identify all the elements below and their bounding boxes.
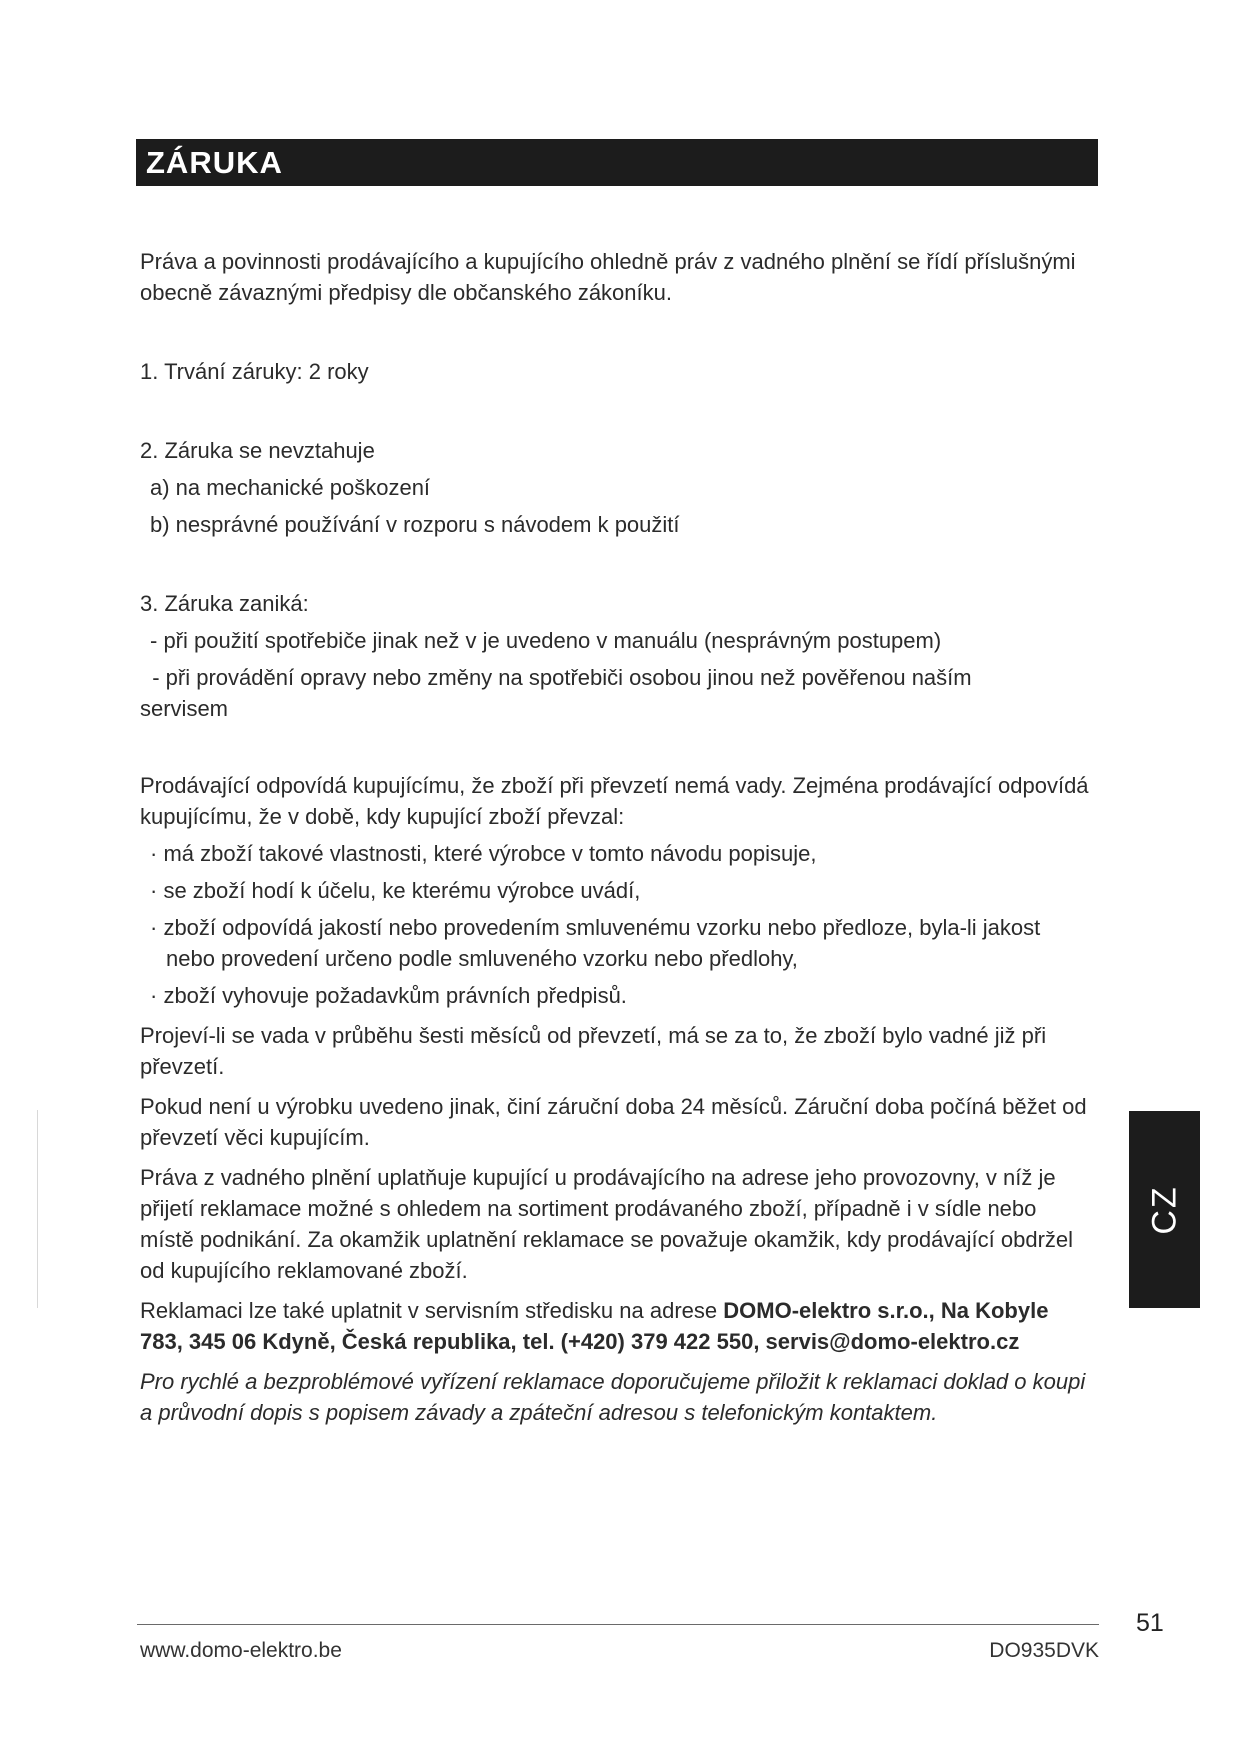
- service-center-intro: Reklamaci lze také uplatnit v servisním středisku na adrese: [140, 1298, 724, 1323]
- defect-presumption: Projeví-li se vada v průběhu šesti měsíců od převzetí, má se za to, že zboží bylo vadné již při převzetí.: [140, 1023, 1047, 1079]
- warranty-content: [140, 246, 1090, 1428]
- service-center-address: DOMO-elektro s.r.o., Na Kobyle 783, 345 06 Kdyně, Česká republika, tel. (+420) 379 422 550, servis@domo-elektro.cz: [140, 1298, 1049, 1354]
- termination-item-text-cont: servisem: [140, 696, 229, 721]
- termination-item: [140, 662, 1090, 724]
- warranty-duration: 1. Trvání záruky: 2 roky: [140, 359, 369, 384]
- termination-item-text: - při provádění opravy nebo změny na spotřebiči osobou jinou než pověřenou naším: [140, 665, 972, 690]
- intro-paragraph: Práva a povinnosti prodávajícího a kupujícího ohledně práv z vadného plnění se řídí příslušnými obecně závaznými předpisy dle občanského zákoníku.: [140, 249, 1076, 305]
- seller-intro: Prodávající odpovídá kupujícímu, že zboží při převzetí nemá vady. Zejména prodávající odpovídá kupujícímu, že v době, kdy kupující zboží převzal:: [140, 773, 1089, 829]
- language-tab: [1129, 1111, 1200, 1308]
- page-title: ZÁRUKA: [146, 145, 283, 180]
- exclusion-item: a) na mechanické poškození: [150, 475, 431, 500]
- claim-rights: Práva z vadného plnění uplatňuje kupující u prodávajícího na adrese jeho provozovny, v níž je přijetí reklamace možné s ohledem na sortiment prodávaného zboží, případně i v sídle nebo místě podnikání. Za okamžik uplatnění reklamace se považuje okamžik, kdy prodávající obdržel od kupujícího reklamované zboží.: [140, 1165, 1074, 1283]
- language-tab-label: CZ: [1145, 1184, 1183, 1235]
- service-center: [140, 1295, 1090, 1357]
- exclusion-item: b) nesprávné používání v rozporu s návodem k použití: [150, 512, 680, 537]
- termination-item: - při použití spotřebiče jinak než v je uvedeno v manuálu (nesprávným postupem): [150, 628, 942, 653]
- seller-bullet: · zboží vyhovuje požadavkům právních předpisů.: [150, 983, 627, 1008]
- footer-divider: [137, 1624, 1099, 1625]
- exclusions-heading: 2. Záruka se nevztahuje: [140, 438, 375, 463]
- seller-bullet: · se zboží hodí k účelu, ke kterému výrobce uvádí,: [150, 878, 641, 903]
- footer-model-number: DO935DVK: [989, 1639, 1099, 1662]
- margin-line: [37, 1110, 38, 1308]
- seller-bullet: · zboží odpovídá jakostí nebo provedením smluvenému vzorku nebo předloze, byla-li jakost nebo provedení určeno podle smluveného vzorku nebo předlohy,: [150, 915, 1041, 971]
- seller-bullet: · má zboží takové vlastnosti, které výrobce v tomto návodu popisuje,: [150, 841, 817, 866]
- page-number: 51: [1136, 1609, 1164, 1637]
- section-title-bar: [136, 139, 1098, 186]
- termination-heading: 3. Záruka zaniká:: [140, 591, 309, 616]
- warranty-period: Pokud není u výrobku uvedeno jinak, činí záruční doba 24 měsíců. Záruční doba počíná běžet od převzetí věci kupujícím.: [140, 1094, 1087, 1150]
- footer-website: www.domo-elektro.be: [140, 1639, 342, 1662]
- recommendation-note: Pro rychlé a bezproblémové vyřízení reklamace doporučujeme přiložit k reklamaci doklad o koupi a průvodní dopis s popisem závady a zpáteční adresou s telefonickým kontaktem.: [140, 1369, 1086, 1425]
